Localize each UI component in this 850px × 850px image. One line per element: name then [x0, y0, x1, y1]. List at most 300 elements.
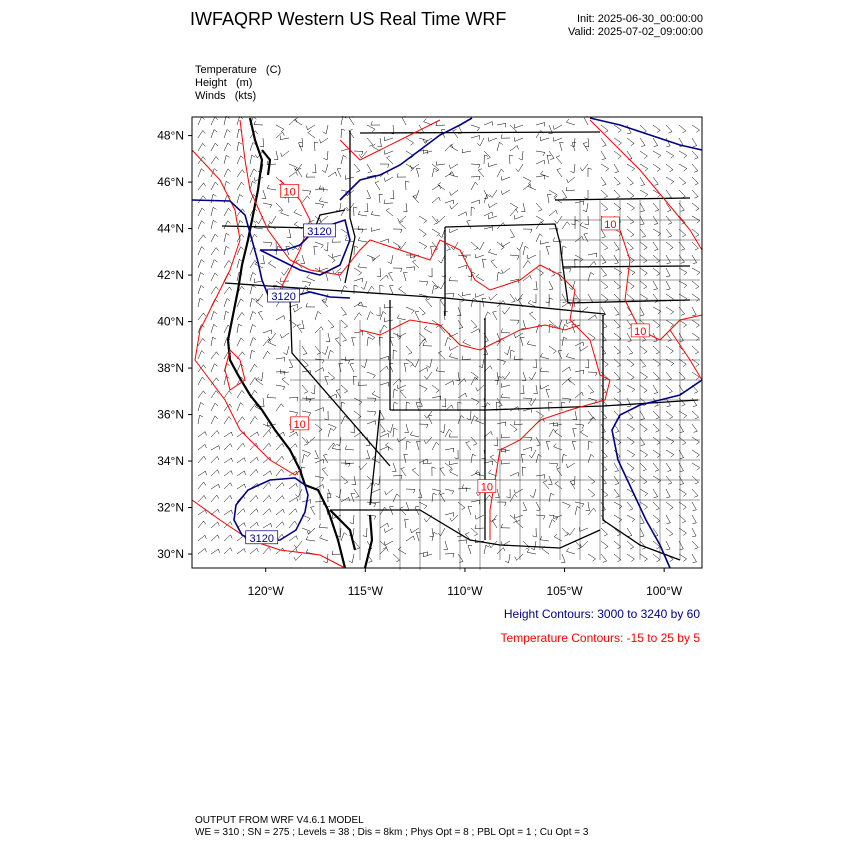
wind-barb: [307, 275, 315, 282]
temperature-contours: [192, 120, 702, 568]
wind-barb: [380, 239, 389, 243]
wind-barb: [484, 122, 493, 126]
wind-barb: [501, 460, 510, 464]
lat-tick-label: 36°N: [157, 407, 184, 422]
wind-barb: [224, 260, 231, 268]
wind-barb: [274, 151, 278, 160]
wind-barb: [341, 497, 350, 502]
wind-barb: [341, 533, 347, 541]
wind-barb: [471, 454, 476, 463]
wind-barb: [336, 437, 341, 446]
wind-barb: [339, 363, 343, 372]
wind-barb: [692, 528, 696, 537]
wind-barb: [458, 554, 463, 563]
wind-barb: [405, 502, 409, 511]
wind-barb: [692, 151, 698, 159]
wind-barb: [323, 151, 328, 160]
wind-barb: [666, 541, 670, 550]
wind-barb: [692, 203, 699, 211]
wind-barb: [393, 554, 400, 562]
coastline-path: [365, 515, 372, 568]
wind-barb: [354, 313, 362, 320]
wind-barb: [458, 320, 463, 329]
wind-barb: [601, 138, 606, 147]
wind-barb: [666, 424, 673, 432]
wind-barb: [237, 390, 244, 398]
wind-barb: [237, 182, 244, 190]
wind-barb: [653, 216, 658, 225]
wind-barb: [562, 190, 567, 199]
wind-barb: [237, 209, 245, 216]
wind-barb: [666, 242, 673, 250]
wind-barb: [653, 385, 658, 394]
wind-barb: [575, 342, 584, 346]
wind-barb: [484, 545, 489, 554]
wind-barb: [289, 432, 298, 437]
wind-barb: [692, 138, 697, 147]
wind-barb: [211, 311, 217, 320]
wind-barb: [432, 216, 438, 224]
wind-barb: [510, 320, 519, 324]
wind-barb: [553, 515, 562, 519]
wind-barb: [263, 509, 271, 515]
wind-barb: [380, 312, 386, 321]
wind-barb: [428, 268, 432, 277]
wind-barb: [312, 164, 316, 173]
wind-barb: [640, 190, 648, 197]
wind-barb: [237, 484, 246, 489]
contour-label: 10: [634, 325, 647, 338]
wind-barb: [211, 391, 219, 398]
wind-barb: [510, 229, 515, 238]
wind-barb: [390, 285, 394, 294]
wind-barb: [404, 272, 408, 281]
wind-barb: [479, 359, 484, 368]
wind-barb: [627, 528, 632, 537]
wind-barb: [198, 130, 205, 138]
wind-barb: [224, 208, 231, 216]
wind-barb: [341, 149, 350, 153]
wind-barb: [573, 411, 577, 420]
wind-barb: [536, 203, 542, 211]
wind-barb: [627, 164, 635, 171]
wind-barb: [522, 372, 526, 381]
wind-barb: [405, 519, 409, 528]
wind-barb: [692, 437, 700, 444]
wind-barb: [276, 203, 282, 211]
wind-barb: [354, 278, 363, 282]
wind-barb: [237, 338, 244, 346]
wind-barb: [397, 315, 406, 320]
wind-barb: [354, 332, 363, 336]
wind-barb: [250, 548, 258, 554]
wind-barb: [364, 203, 368, 212]
wind-barb: [627, 138, 634, 146]
wind-barb: [449, 164, 458, 169]
wind-barb: [372, 391, 380, 398]
wind-barb: [515, 294, 523, 301]
wind-barb: [640, 437, 645, 446]
wind-barb: [523, 177, 531, 184]
wind-barb: [250, 181, 256, 190]
wind-barb: [256, 294, 264, 301]
wind-barb: [510, 472, 519, 476]
temperature-contour: [670, 330, 702, 380]
wind-barb: [380, 275, 388, 281]
wind-barb: [198, 444, 206, 450]
wind-barb: [653, 242, 658, 251]
wind-barb: [237, 471, 246, 476]
wind-barb: [281, 210, 289, 216]
wind-barb: [450, 203, 458, 209]
wind-barb: [556, 320, 562, 328]
wind-barb: [579, 527, 588, 531]
wind-barb: [601, 177, 606, 186]
wind-barb: [653, 489, 658, 498]
wind-barbs-layer: [198, 116, 700, 563]
wind-barb: [627, 437, 634, 445]
wind-barb: [341, 333, 347, 341]
wind-barb: [515, 124, 524, 128]
wind-barb: [289, 509, 297, 515]
wind-barb: [384, 200, 393, 204]
wind-barb: [367, 255, 375, 262]
wind-barb: [484, 227, 493, 231]
wind-barb: [614, 515, 622, 522]
wind-barb: [575, 392, 583, 398]
wind-barb: [320, 267, 329, 271]
wind-barb: [354, 268, 362, 275]
wind-barb: [519, 151, 524, 160]
wind-barb: [445, 463, 452, 471]
wind-barb: [536, 160, 545, 164]
wind-barb: [250, 432, 259, 437]
wind-barb: [432, 467, 436, 476]
wind-barb: [332, 254, 341, 258]
wind-barb: [549, 151, 554, 160]
wind-barb: [384, 318, 393, 322]
wind-barb: [411, 528, 420, 533]
wind-barb: [260, 138, 264, 147]
wind-barb: [488, 249, 497, 255]
wind-barb: [555, 216, 562, 224]
wind-barb: [692, 333, 699, 341]
wind-barb: [352, 337, 356, 346]
wind-barb: [400, 507, 406, 515]
wind-barb: [413, 195, 419, 203]
wind-barb: [432, 285, 438, 294]
wind-barb: [263, 443, 271, 450]
wind-barb: [263, 547, 271, 554]
wind-barb: [320, 535, 328, 541]
field-winds: Winds (kts): [195, 90, 257, 102]
wind-barb: [211, 352, 219, 359]
wind-barb: [510, 424, 517, 432]
wind-barb: [601, 554, 607, 562]
wind-barb: [549, 281, 553, 290]
wind-barb: [250, 260, 257, 268]
wind-barb: [419, 424, 428, 428]
wind-barb: [328, 372, 335, 380]
wind-barb: [198, 402, 204, 411]
wind-barb: [640, 359, 646, 367]
wind-barb: [510, 294, 515, 302]
wind-barb: [276, 496, 284, 502]
wind-barb: [553, 237, 562, 242]
wind-barb: [502, 242, 511, 247]
wind-barb: [250, 416, 257, 424]
wind-barb: [341, 385, 348, 393]
wind-barb: [302, 281, 311, 286]
wind-barb: [320, 216, 328, 222]
wind-barb: [224, 116, 229, 125]
wind-barb: [566, 548, 575, 554]
wind-barb: [410, 432, 419, 438]
lon-tick-label: 120°W: [247, 584, 284, 598]
wind-barb: [211, 273, 218, 281]
wind-barb: [627, 372, 634, 380]
wind-barb: [562, 337, 567, 346]
wind-barb: [562, 528, 568, 536]
wind-barb: [546, 390, 550, 399]
wind-barb: [380, 356, 389, 360]
wind-barb: [361, 359, 367, 368]
wind-barb: [640, 424, 647, 432]
wind-barb: [281, 151, 289, 157]
wind-barb: [349, 554, 354, 563]
wind-barb: [412, 468, 419, 476]
wind-barb: [540, 536, 549, 541]
wind-barb: [514, 137, 523, 141]
wind-barb: [315, 327, 323, 333]
lat-tick-label: 34°N: [157, 454, 184, 469]
wind-barb: [666, 385, 672, 393]
wind-barb: [509, 155, 513, 164]
wind-barb: [437, 216, 445, 222]
wind-barb: [224, 246, 229, 255]
wind-barb: [640, 528, 644, 537]
wind-barb: [614, 242, 619, 251]
wind-barb: [640, 177, 645, 186]
wind-barb: [302, 385, 308, 393]
wind-barb: [211, 194, 216, 203]
wind-barb: [250, 169, 257, 177]
wind-barb: [211, 378, 219, 385]
wind-barb: [354, 207, 358, 216]
wind-barb: [449, 229, 458, 233]
wind-barb: [533, 359, 537, 368]
wind-barb: [237, 170, 245, 177]
wind-barb: [289, 172, 298, 177]
wind-barb: [393, 229, 402, 233]
wind-barb: [471, 472, 480, 476]
wind-barb: [315, 311, 321, 320]
wind-barb: [276, 483, 284, 489]
wind-barb: [501, 394, 510, 398]
wind-barb: [614, 255, 618, 264]
wind-barb: [276, 469, 284, 476]
wind-barb: [666, 151, 674, 158]
wind-barb: [584, 116, 588, 125]
wind-barb: [328, 428, 334, 437]
wind-barb: [289, 164, 297, 171]
wind-barb: [314, 246, 318, 255]
wind-barb: [501, 434, 510, 438]
wind-barb: [406, 138, 414, 145]
wind-barb: [268, 261, 276, 268]
height-contour: [612, 380, 702, 568]
wind-barb: [267, 185, 276, 190]
wind-barb: [426, 299, 432, 307]
wind-barb: [533, 281, 537, 290]
wind-barb: [692, 502, 696, 511]
wind-barb: [471, 200, 480, 204]
height-contour-note: Height Contours: 3000 to 3240 by 60: [503, 607, 700, 621]
wind-barb: [575, 424, 584, 429]
wind-barb: [341, 155, 347, 164]
wind-barb: [268, 333, 276, 340]
wind-barb: [471, 437, 477, 445]
wind-barb: [614, 346, 621, 354]
wind-barb: [614, 541, 621, 549]
wind-barb: [289, 320, 296, 328]
wind-barb: [384, 177, 393, 182]
wind-barb: [341, 208, 348, 216]
wind-barb: [258, 372, 263, 381]
wind-barb: [601, 437, 609, 444]
wind-barb: [385, 489, 393, 495]
wind-barb: [224, 458, 233, 463]
wind-barb: [405, 424, 409, 433]
wind-barb: [400, 390, 406, 398]
wind-barb: [540, 353, 549, 359]
wind-barb: [367, 411, 376, 416]
wind-barb: [692, 190, 698, 198]
wind-barb: [653, 307, 661, 314]
wind-barb: [315, 424, 322, 432]
wind-barb: [438, 351, 445, 359]
wind-barb: [250, 457, 258, 463]
wind-barb: [510, 203, 518, 210]
wind-barb: [640, 281, 647, 289]
wind-barb: [352, 476, 356, 485]
wind-barb: [326, 333, 330, 342]
wind-barb: [566, 353, 575, 359]
wind-barb: [514, 215, 523, 219]
wind-barb: [572, 441, 576, 450]
wind-barb: [354, 164, 360, 172]
wind-barb: [586, 502, 590, 511]
wind-barb: [627, 346, 633, 354]
wind-barb: [432, 493, 437, 502]
wind-barb: [276, 358, 285, 362]
wind-barb: [614, 281, 621, 289]
wind-barb: [445, 513, 454, 517]
wind-barb: [575, 294, 580, 302]
wind-barb: [531, 541, 536, 550]
wind-barb: [261, 255, 265, 264]
wind-barb: [692, 346, 699, 354]
wind-barb: [516, 164, 523, 172]
wind-barb: [416, 532, 420, 541]
wind-barb: [627, 281, 634, 289]
wind-barb: [419, 229, 426, 237]
wind-barb: [462, 484, 471, 489]
wind-barb: [536, 123, 545, 127]
wind-barb: [315, 368, 324, 373]
wind-barb: [198, 415, 203, 424]
wind-barb: [653, 476, 661, 483]
wind-barb: [224, 483, 232, 489]
wind-barb: [601, 411, 607, 419]
wind-barb: [514, 489, 523, 493]
wind-barb: [666, 190, 671, 199]
wind-barb: [692, 177, 698, 185]
model-info: [195, 815, 588, 839]
wind-barb: [198, 235, 206, 242]
wind-barb: [585, 359, 589, 368]
wind-barb: [568, 377, 575, 385]
wind-barb: [471, 500, 480, 504]
wind-barb: [471, 182, 478, 190]
wind-barb: [653, 203, 659, 211]
wind-barb: [640, 346, 647, 354]
wind-barb: [471, 329, 480, 333]
wind-barb: [497, 142, 503, 151]
wind-barb: [614, 463, 619, 472]
wind-barb: [566, 187, 575, 191]
wind-barb: [399, 287, 406, 295]
wind-barb: [640, 554, 648, 561]
contour-label: 3120: [249, 532, 274, 545]
wind-barb: [666, 502, 673, 510]
wind-barb: [393, 268, 402, 272]
wind-barb: [428, 415, 432, 424]
wind-barb: [562, 402, 566, 411]
temperature-contour-note: Temperature Contours: -15 to 25 by 5: [500, 631, 700, 645]
wind-barb: [302, 411, 311, 416]
lat-tick-label: 42°N: [157, 268, 184, 283]
wind-barb: [482, 259, 486, 268]
wind-barb: [583, 203, 588, 212]
contour-label: 3120: [307, 225, 332, 238]
wind-barb: [380, 424, 385, 433]
wind-barb: [198, 143, 205, 151]
wind-barb: [532, 294, 536, 303]
wind-barb: [580, 222, 588, 229]
wind-barb: [471, 125, 480, 131]
wind-barb: [536, 502, 540, 511]
wind-barb: [341, 116, 346, 125]
wind-barb: [302, 190, 311, 195]
wind-barb: [276, 385, 285, 390]
wind-barb: [653, 177, 658, 185]
wind-barb: [475, 293, 484, 297]
wind-barb: [224, 299, 230, 308]
wind-barb: [497, 242, 504, 250]
wind-barb: [424, 411, 432, 418]
coastline-path: [262, 150, 270, 175]
wind-barb: [627, 398, 631, 407]
wind-barb: [523, 260, 530, 268]
wind-barb: [614, 502, 622, 509]
wind-barb: [627, 177, 634, 185]
wind-barb: [640, 138, 645, 147]
wind-barb: [627, 463, 634, 471]
wind-barb: [653, 424, 659, 432]
wind-barb: [457, 307, 461, 316]
wind-barb: [325, 376, 329, 385]
